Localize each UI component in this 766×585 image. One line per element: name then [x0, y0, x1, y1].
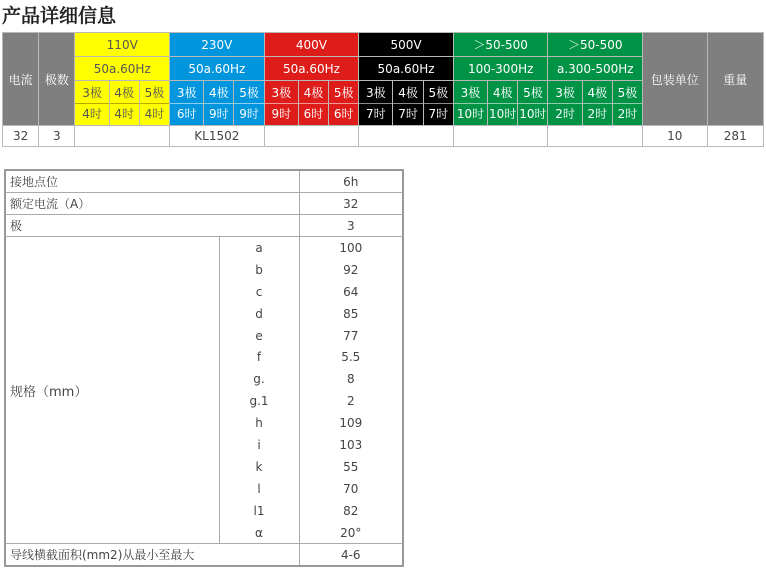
spec-row: [5, 237, 403, 259]
dim-key: g.: [219, 368, 299, 390]
pole-cell: 3极 9时: [264, 81, 298, 126]
dim-value: 92: [299, 259, 403, 281]
pole-cell: 4极 6时: [298, 81, 328, 126]
dim-value: 70: [299, 478, 403, 500]
dim-key: f: [219, 346, 299, 368]
pole-cell: 5极 9时: [234, 81, 264, 126]
dimension-label: 规格（mm）: [5, 237, 219, 544]
page-title: 产品详细信息: [2, 5, 117, 27]
row-package: 10: [643, 126, 707, 147]
wire-section-label: 导线横截面积(mm2)从最小至最大: [5, 544, 299, 567]
pole-cell: 5极 10时: [518, 81, 548, 126]
spec-table: [4, 169, 404, 567]
pole-cell: 4极 7时: [393, 81, 423, 126]
rated-current-value: 32: [299, 193, 403, 215]
voltage-110v: 110V: [75, 33, 170, 57]
pole-cell: 3极 7时: [359, 81, 393, 126]
row-poles: 3: [39, 126, 75, 147]
dim-key: b: [219, 259, 299, 281]
pole-cell: 5极 4时: [139, 81, 169, 126]
voltage-50-500-b: ＞50-500: [548, 33, 643, 57]
dim-value: 2: [299, 390, 403, 412]
freq-50-500-b: a.300-500Hz: [548, 57, 643, 81]
dim-key: e: [219, 325, 299, 347]
dim-key: a: [219, 237, 299, 259]
pole-cell: 5极 7时: [423, 81, 453, 126]
row-50-500-b-cell: [548, 126, 643, 147]
wire-section-value: 4-6: [299, 544, 403, 567]
pole-cell: 4极 10时: [488, 81, 518, 126]
dim-value: 64: [299, 281, 403, 303]
product-matrix-table: [2, 32, 764, 147]
pole-cell: 4极 2时: [582, 81, 612, 126]
freq-110v: 50a.60Hz: [75, 57, 170, 81]
row-model: KL1502: [170, 126, 265, 147]
spec-row: [5, 170, 403, 193]
pole-cell: 5极 2时: [612, 81, 642, 126]
pole-value: 3: [299, 215, 403, 237]
dim-key: l1: [219, 500, 299, 522]
dim-key: h: [219, 412, 299, 434]
ground-label: 接地点位: [5, 170, 299, 193]
freq-500v: 50a.60Hz: [359, 57, 454, 81]
dim-value: 109: [299, 412, 403, 434]
pole-cell: 4极 4时: [109, 81, 139, 126]
dim-value: 20°: [299, 522, 403, 544]
dim-value: 82: [299, 500, 403, 522]
header-poles: 极数: [39, 33, 75, 126]
ground-value: 6h: [299, 170, 403, 193]
dim-value: 5.5: [299, 346, 403, 368]
pole-cell: 5极 6时: [329, 81, 359, 126]
header-weight: 重量: [707, 33, 764, 126]
row-weight: 281: [707, 126, 764, 147]
dim-key: i: [219, 434, 299, 456]
rated-current-label: 额定电流（A）: [5, 193, 299, 215]
row-110v-cell: [75, 126, 170, 147]
pole-cell: 4极 9时: [204, 81, 234, 126]
pole-cell: 3极 4时: [75, 81, 109, 126]
table-row: [3, 126, 764, 147]
spec-row: [5, 544, 403, 567]
dim-value: 8: [299, 368, 403, 390]
voltage-400v: 400V: [264, 33, 359, 57]
pole-cell: 3极 6时: [170, 81, 204, 126]
header-current: 电流: [3, 33, 39, 126]
pole-cell: 3极 2时: [548, 81, 582, 126]
dim-value: 85: [299, 303, 403, 325]
dim-value: 77: [299, 325, 403, 347]
header-package: 包装单位: [643, 33, 707, 126]
dim-value: 103: [299, 434, 403, 456]
freq-400v: 50a.60Hz: [264, 57, 359, 81]
pole-label: 极: [5, 215, 299, 237]
spec-row: [5, 215, 403, 237]
voltage-500v: 500V: [359, 33, 454, 57]
voltage-50-500-a: ＞50-500: [453, 33, 548, 57]
spec-row: [5, 193, 403, 215]
freq-230v: 50a.60Hz: [170, 57, 265, 81]
row-50-500-a-cell: [453, 126, 548, 147]
row-400v-cell: [264, 126, 359, 147]
voltage-230v: 230V: [170, 33, 265, 57]
dim-key: α: [219, 522, 299, 544]
row-500v-cell: [359, 126, 454, 147]
pole-cell: 3极 10时: [453, 81, 487, 126]
dim-key: d: [219, 303, 299, 325]
dim-key: g.1: [219, 390, 299, 412]
dim-value: 55: [299, 456, 403, 478]
dim-key: k: [219, 456, 299, 478]
dim-key: l: [219, 478, 299, 500]
dim-value: 100: [299, 237, 403, 259]
dim-key: c: [219, 281, 299, 303]
freq-50-500-a: 100-300Hz: [453, 57, 548, 81]
row-current: 32: [3, 126, 39, 147]
